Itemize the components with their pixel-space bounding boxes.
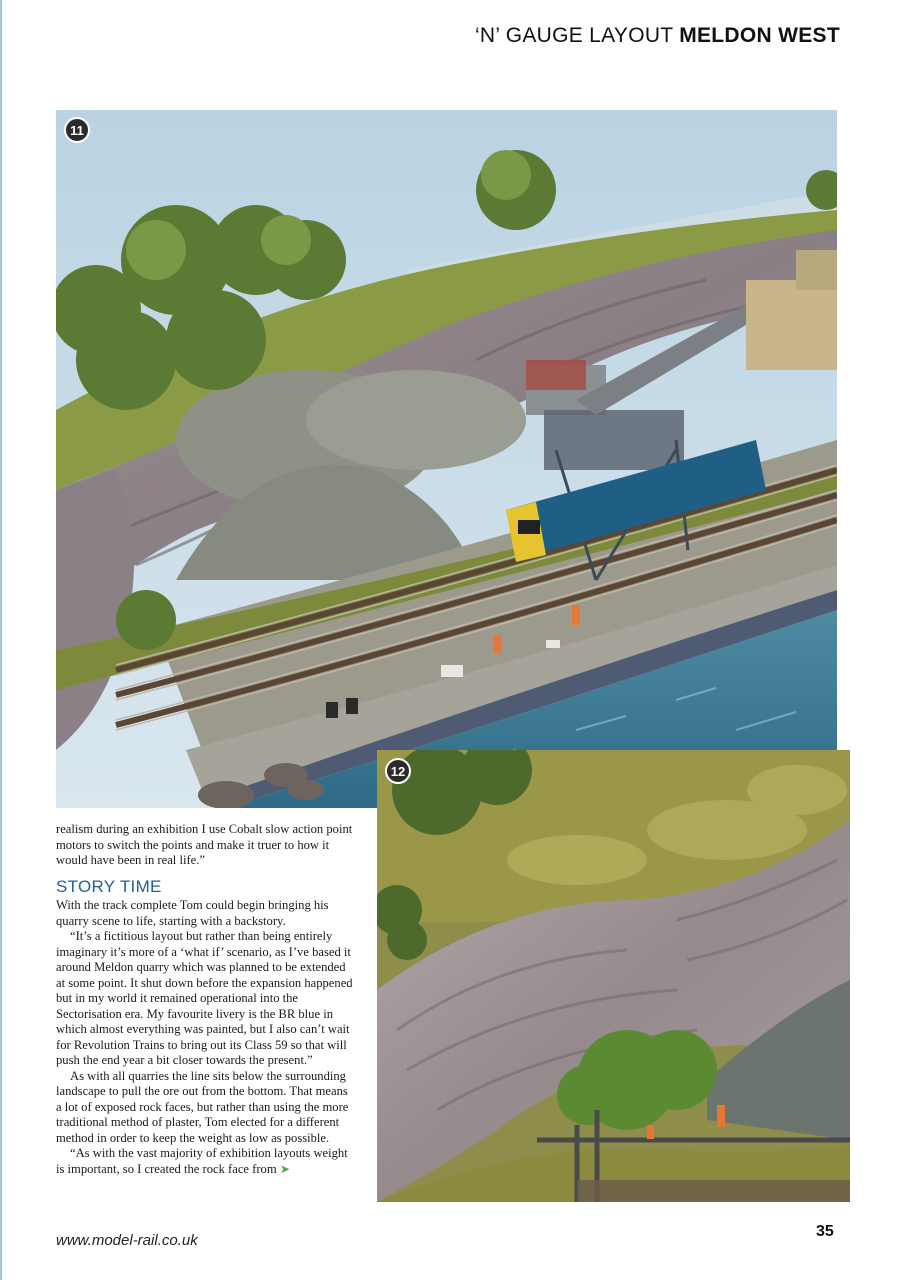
body-paragraph: As with all quarries the line sits below the surrounding landscape to pull the ore out from the bottom. That means a lot of exposed rock faces, but rather than using the more traditional method of plaster, Tom elected for a different method in order to keep the weight as low as possible. — [56, 1068, 349, 1145]
section-heading: STORY TIME — [56, 877, 162, 896]
body-paragraph: realism during an exhibition I use Cobalt slow action point motors to switch the points and make it truer to how it would have been in real life.” — [56, 822, 353, 867]
body-paragraph: With the track complete Tom could begin bringing his quarry scene to life, starting with a backstory. — [56, 898, 329, 928]
photo-rock-face-closeup — [377, 750, 850, 1202]
body-paragraph: “As with the vast majority of exhibition layouts weight is important, so I created the rock face from — [56, 1146, 348, 1176]
page-number: 35 — [816, 1223, 834, 1240]
page-edge-rule — [0, 0, 2, 1280]
footer-website: www.model-rail.co.uk — [56, 1232, 198, 1249]
arrow-right-icon: ➤ — [279, 1161, 290, 1176]
photo-quarry-scene — [56, 110, 837, 808]
article-intro-continuation — [56, 822, 356, 869]
running-head — [475, 24, 840, 48]
photo-number-badge: 12 — [385, 758, 411, 784]
article-body — [56, 898, 356, 1177]
running-head-series: ‘N’ GAUGE LAYOUT — [474, 24, 674, 47]
photo-number-badge: 11 — [64, 117, 90, 143]
running-head-title: MELDON WEST — [679, 24, 840, 47]
body-paragraph: “It’s a fictitious layout but rather than being entirely imaginary it’s more of a ‘what if’ scenario, as I’ve based it around Meldon quarry which was planned to be extended at some point. It shut down before the expansion happened but in my world it remained operational into the Sectorisation era. My favourite livery is the BR blue in which almost everything was painted, but I also can’t wait for Revolution Trains to bring out its Class 59 so that will push the end year a bit closer towards the present.” — [56, 929, 353, 1067]
